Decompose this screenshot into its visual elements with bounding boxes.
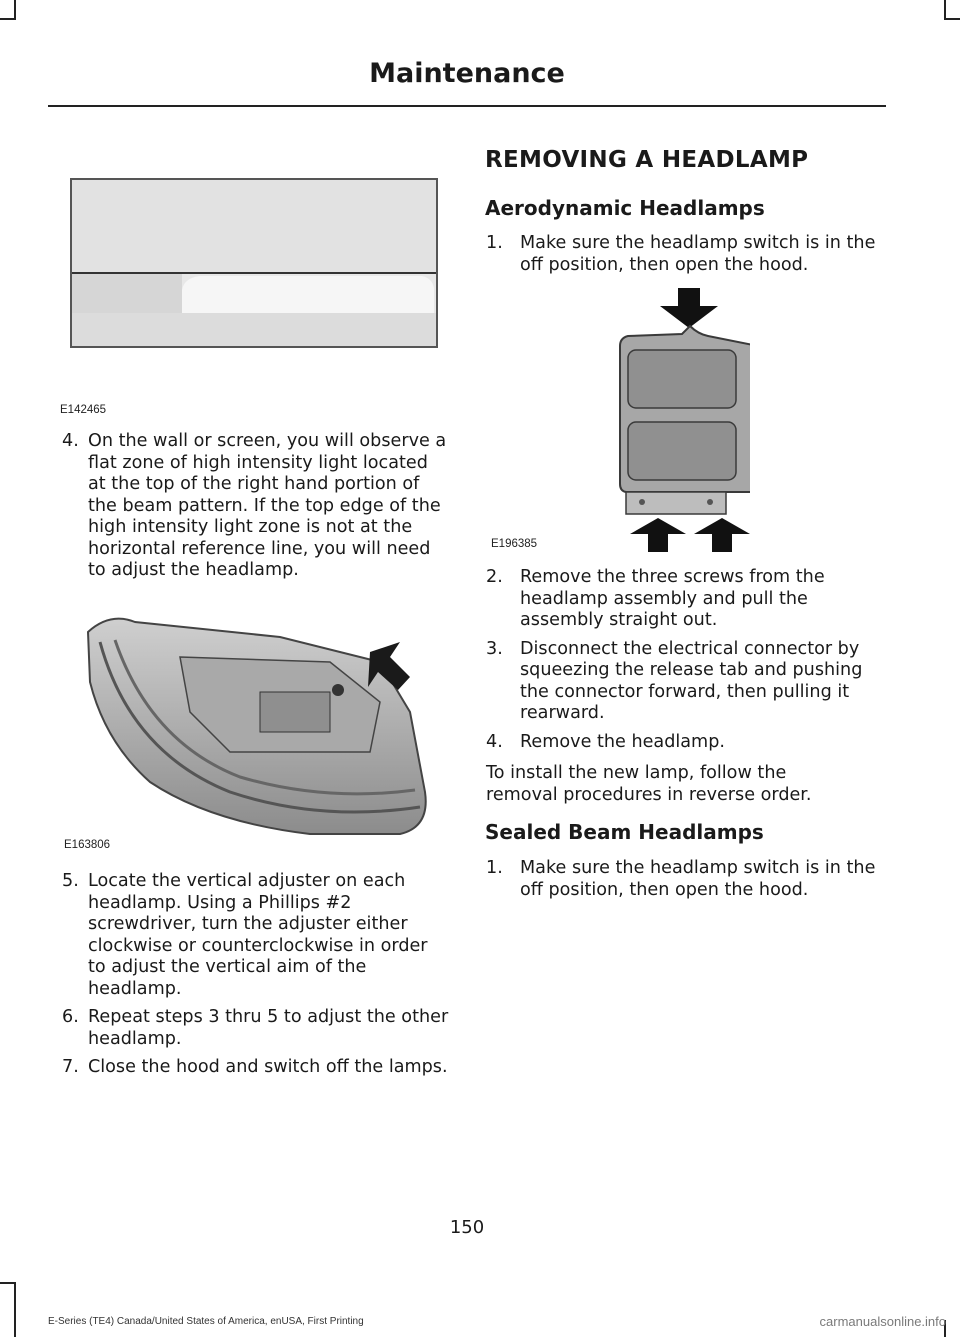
figure-code-e163806: E163806 bbox=[64, 839, 111, 851]
list-item: 1. Make sure the headlamp switch is in the off position, then open the hood. bbox=[486, 233, 876, 275]
crop-mark-top-left-v bbox=[14, 0, 16, 20]
aerodynamic-headlamp-figure bbox=[590, 286, 750, 552]
list-item: 7. Close the hood and switch off the lamps. bbox=[62, 1057, 448, 1077]
aiming-screen-figure bbox=[70, 178, 438, 348]
crop-mark-bottom-left-h bbox=[0, 1282, 16, 1284]
list-item: 5. Locate the vertical adjuster on each headlamp. Using a Phillips #2 screwdriver, turn the adjuster either clockwise or counterclockwise in order to adjust the vertical aim of the headlamp. bbox=[62, 871, 428, 999]
list-item: 4. Remove the headlamp. bbox=[486, 731, 725, 752]
aiming-steps-part1 bbox=[62, 431, 450, 582]
crop-mark-bottom-left-v bbox=[14, 1282, 16, 1337]
subsection-title-sealed-beam: Sealed Beam Headlamps bbox=[485, 820, 764, 844]
figure-code-e196385: E196385 bbox=[491, 538, 538, 550]
sealed-beam-step1 bbox=[486, 858, 878, 901]
aerodynamic-steps-2-4 bbox=[486, 567, 880, 753]
edition-footer: E-Series (TE4) Canada/United States of America, enUSA, First Printing bbox=[48, 1316, 364, 1327]
subsection-title-aerodynamic: Aerodynamic Headlamps bbox=[485, 196, 765, 220]
watermark: carmanualsonline.info bbox=[819, 1314, 946, 1329]
header-rule bbox=[48, 105, 886, 107]
crop-mark-top-right-h bbox=[944, 18, 960, 20]
install-note: To install the new lamp, follow the removal procedures in reverse order. bbox=[486, 763, 812, 805]
crop-mark-top-left-h bbox=[0, 18, 16, 20]
list-item: 2. Remove the three screws from the headlamp assembly and pull the assembly straight out. bbox=[486, 567, 825, 630]
list-item: 3. Disconnect the electrical connector by squeezing the release tab and pushing the connector forward, then pulling it rearward. bbox=[486, 638, 863, 723]
figure-code-e142465: E142465 bbox=[60, 404, 107, 416]
page-title: Maintenance bbox=[369, 58, 565, 89]
list-item: 6. Repeat steps 3 thru 5 to adjust the other headlamp. bbox=[62, 1007, 449, 1049]
page-number: 150 bbox=[449, 1217, 485, 1238]
crop-mark-top-right-v bbox=[944, 0, 946, 20]
list-item: 4. On the wall or screen, you will observe a flat zone of high intensity light located at the top of the right hand portion of the beam pattern. If the top edge of the high intensity light zone is not at the horizontal reference line, you will need to adjust the headlamp. bbox=[62, 431, 447, 580]
section-title: REMOVING A HEADLAMP bbox=[485, 147, 809, 173]
list-item: 1. Make sure the headlamp switch is in the off position, then open the hood. bbox=[486, 858, 876, 900]
headlamp-adjuster-figure bbox=[80, 602, 435, 842]
aiming-steps-part2 bbox=[62, 871, 450, 1079]
aerodynamic-step1 bbox=[486, 233, 878, 276]
